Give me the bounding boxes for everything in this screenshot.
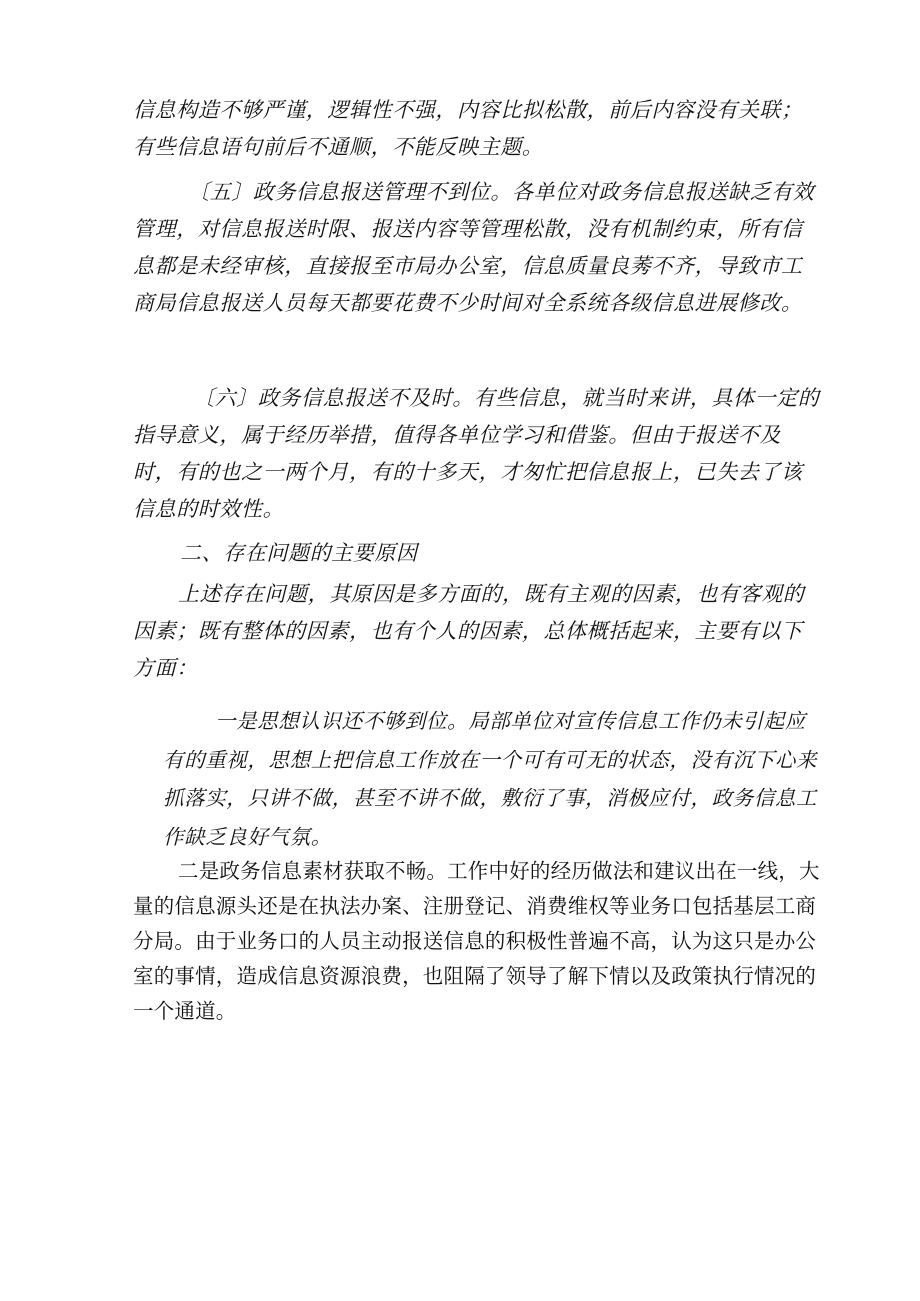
- paragraph-section-six: 〔六〕政务信息报送不及时。有些信息，就当时来讲，具体一定的指导意义，属于经历举措，值得各单位学习和借鉴。但由于报送不及时，有的也之一两个月，有的十多天，才匆忙把信息报上，已失去了该信息的时效性。: [133, 386, 820, 521]
- paragraph-continuation: 信息构造不够严谨，逻辑性不强，内容比拟松散，前后内容没有关联；有些信息语句前后不通顺，不能反映主题。: [133, 98, 803, 159]
- paragraph-cause-one: 一是思想认识还不够到位。局部单位对宣传信息工作仍未引起应有的重视，思想上把信息工作放在一个可有可无的状态，没有沉下心来抓落实，只讲不做，甚至不讲不做，敷衍了事，消极应付，政务信息工作缺乏良好气氛。: [163, 709, 818, 849]
- paragraph-section-five: 〔五〕政务信息报送管理不到位。各单位对政务信息报送缺乏有效管理，对信息报送时限、报送内容等管理松散，没有机制约束，所有信息都是未经审核，直接报至市局办公室，信息质量良莠不齐，导致市工商局信息报送人员每天都要花费不少时间对全系统各级信息进展修改。: [133, 180, 815, 315]
- section-heading-main-causes: 二、存在问题的主要原因: [180, 541, 418, 565]
- paragraph-cause-two: 二是政务信息素材获取不畅。工作中好的经历做法和建议出在一线，大量的信息源头还是在执法办案、注册登记、消费维权等业务口包括基层工商分局。由于业务口的人员主动报送信息的积极性普遍不高，认为这只是办公室的事情，造成信息资源浪费，也阻隔了领导了解下情以及政策执行情况的一个通道。: [133, 859, 820, 1023]
- paragraph-causes-intro: 上述存在问题，其原因是多方面的，既有主观的因素，也有客观的因素；既有整体的因素，也有个人的因素，总体概括起来，主要有以下方面：: [133, 582, 805, 680]
